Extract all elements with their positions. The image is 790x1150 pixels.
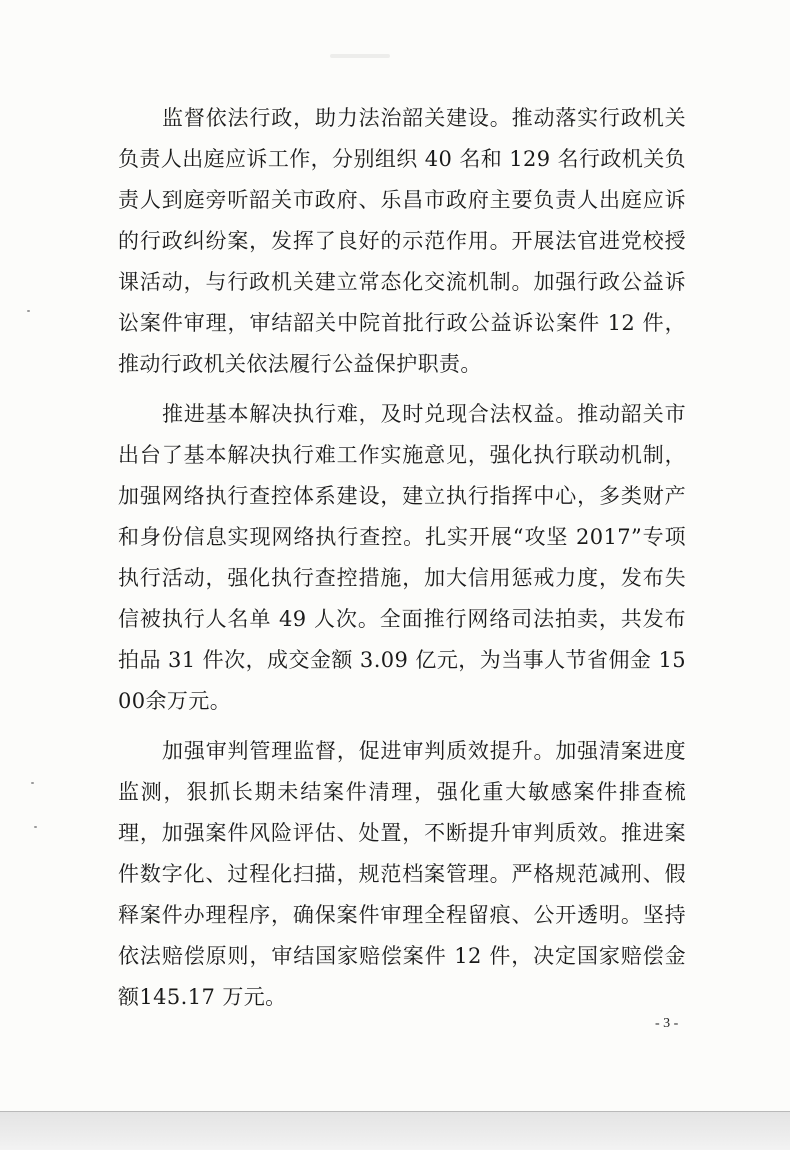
paragraph-administrative-supervision: 监督依法行政，助力法治韶关建设。推动落实行政机关负责人出庭应诉工作，分别组织 40 名和 129 名行政机关负责人到庭旁听韶关市政府、乐昌市政府主要负责人出庭应诉的行政纠纷案，发挥了良好的示范作用。开展法官进党校授课活动，与行政机关建立常态化交流机制。加强行政公益诉讼案件审理，审结韶关中院首批行政公益诉讼案件 12 件，推动行政机关依法履行公益保护职责。 <box>118 106 686 376</box>
scan-smudge <box>330 54 390 58</box>
document-body <box>0 98 790 1018</box>
paragraph-trial-management: 加强审判管理监督，促进审判质效提升。加强清案进度监测，狠抓长期未结案件清理，强化重大敏感案件排查梳理，加强案件风险评估、处置，不断提升审判质效。推进案件数字化、过程化扫描，规范档案管理。严格规范减刑、假释案件办理程序，确保案件审理全程留痕、公开透明。坚持依法赔偿原则，审结国家赔偿案件 12 件，决定国家赔偿金额145.17 万元。 <box>118 739 686 1009</box>
scan-edge-bar <box>0 1111 790 1150</box>
paragraph-enforcement: 推进基本解决执行难，及时兑现合法权益。推动韶关市出台了基本解决执行难工作实施意见，强化执行联动机制，加强网络执行查控体系建设，建立执行指挥中心，多类财产和身份信息实现网络执行查控。扎实开展“攻坚 2017”专项执行活动，强化执行查控措施，加大信用惩戒力度，发布失信被执行人名单 49 人次。全面推行网络司法拍卖，共发布拍品 31 件次，成交金额 3.09 亿元，为当事人节省佣金 1500余万元。 <box>118 402 686 713</box>
page-number: - 3 - <box>655 1016 679 1031</box>
